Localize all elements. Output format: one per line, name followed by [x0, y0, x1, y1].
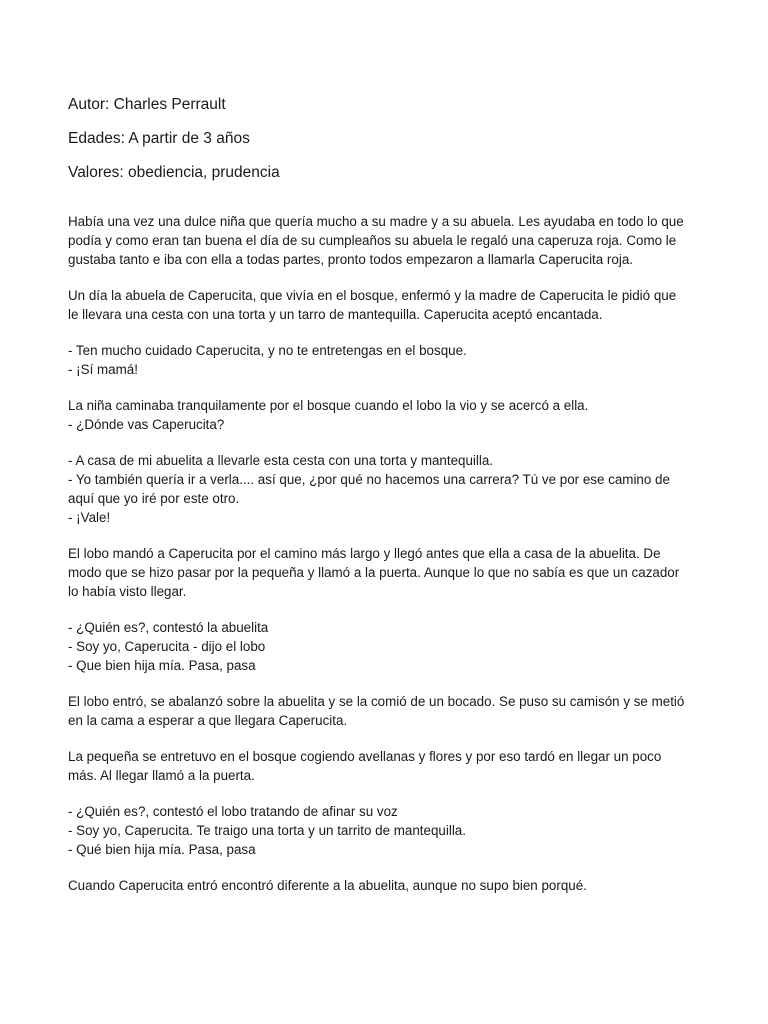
story-line: - Que bien hija mía. Pasa, pasa [68, 658, 256, 673]
story-paragraph [68, 692, 708, 730]
author-line [68, 94, 708, 116]
story-line: - ¿Quién es?, contestó la abuelita [68, 620, 269, 635]
story-line: La pequeña se entretuvo en el bosque cogiendo avellanas y flores y por eso tardó en llegar un poco [68, 749, 662, 764]
author-label: Autor: [68, 96, 110, 113]
story-line: - ¡Sí mamá! [68, 362, 138, 377]
values-line [68, 162, 708, 184]
story-line: podía y como eran tan buena el día de su cumpleaños su abuela le regaló una caperuza roja. Como le [68, 233, 677, 248]
story-paragraph [68, 396, 708, 434]
story-line: Cuando Caperucita entró encontró diferente a la abuelita, aunque no supo bien porqué. [68, 878, 587, 893]
story-metadata [68, 94, 708, 184]
author-value: Charles Perrault [113, 96, 226, 113]
story-line: - ¡Vale! [68, 510, 111, 525]
story-paragraph [68, 618, 708, 675]
ages-label: Edades: [68, 130, 125, 147]
story-line: - Ten mucho cuidado Caperucita, y no te entretengas en el bosque. [68, 343, 467, 358]
story-line: le llevara una cesta con una torta y un tarro de mantequilla. Caperucita aceptó encantada. [68, 307, 603, 322]
story-paragraph [68, 747, 708, 785]
story-line: aquí que yo iré por este otro. [68, 491, 240, 506]
story-line: - ¿Quién es?, contestó el lobo tratando de afinar su voz [68, 804, 398, 819]
story-paragraph [68, 802, 708, 859]
story-line: lo había visto llegar. [68, 584, 187, 599]
values-label: Valores: [68, 164, 124, 181]
values-value: obediencia, prudencia [128, 164, 280, 181]
story-line: en la cama a esperar a que llegara Caperucita. [68, 713, 348, 728]
story-line: - A casa de mi abuelita a llevarle esta cesta con una torta y mantequilla. [68, 453, 494, 468]
story-line: Había una vez una dulce niña que quería mucho a su madre y a su abuela. Les ayudaba en todo lo que [68, 214, 684, 229]
story-paragraph [68, 876, 708, 895]
story-line: más. Al llegar llamó a la puerta. [68, 768, 255, 783]
story-line: - Soy yo, Caperucita. Te traigo una torta y un tarrito de mantequilla. [68, 823, 466, 838]
document-page [68, 94, 708, 912]
story-line: - Soy yo, Caperucita - dijo el lobo [68, 639, 266, 654]
story-paragraph [68, 286, 708, 324]
story-paragraph [68, 341, 708, 379]
story-paragraph [68, 451, 708, 527]
ages-line [68, 128, 708, 150]
story-line: El lobo entró, se abalanzó sobre la abuelita y se la comió de un bocado. Se puso su camisón y se metió [68, 694, 685, 709]
story-line: - ¿Dónde vas Caperucita? [68, 417, 225, 432]
story-line: - Yo también quería ir a verla.... así que, ¿por qué no hacemos una carrera? Tú ve por ese camino de [68, 472, 670, 487]
story-line: modo que se hizo pasar por la pequeña y llamó a la puerta. Aunque lo que no sabía es que un cazador [68, 565, 680, 580]
story-line: gustaba tanto e iba con ella a todas partes, pronto todos empezaron a llamarla Caperucita roja. [68, 252, 633, 267]
story-line: Un día la abuela de Caperucita, que vivía en el bosque, enfermó y la madre de Caperucita le pidió que [68, 288, 677, 303]
story-line: - Qué bien hija mía. Pasa, pasa [68, 842, 256, 857]
story-paragraph [68, 212, 708, 269]
story-line: La niña caminaba tranquilamente por el bosque cuando el lobo la vio y se acercó a ella. [68, 398, 589, 413]
story-body [68, 212, 708, 895]
story-paragraph [68, 544, 708, 601]
ages-value: A partir de 3 años [128, 130, 250, 147]
story-line: El lobo mandó a Caperucita por el camino más largo y llegó antes que ella a casa de la abuelita. De [68, 546, 661, 561]
